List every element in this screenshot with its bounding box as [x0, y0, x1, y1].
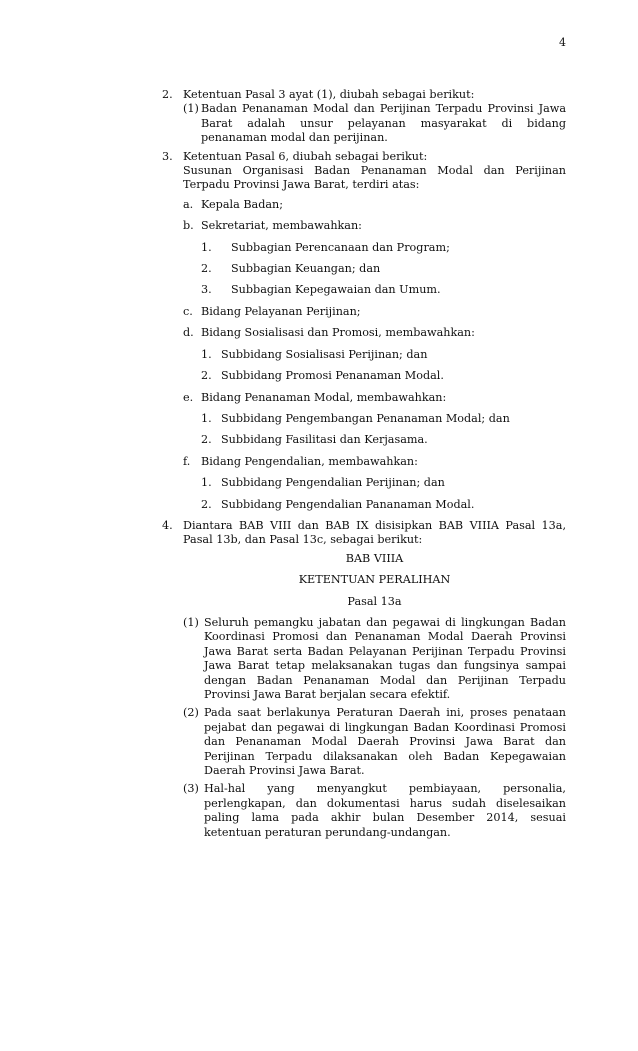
list-text: Subbagian Kepegawaian dan Umum.	[231, 283, 441, 297]
list-text: Kepala Badan;	[201, 197, 284, 211]
list-letter: b.	[183, 219, 194, 233]
item-text: Ketentuan Pasal 3 ayat (1), diubah sebagai berikut:	[183, 88, 475, 101]
article-paragraph-2	[183, 706, 566, 778]
article-paragraph-3	[183, 782, 566, 840]
list-text: Subbagian Perencanaan dan Program;	[231, 240, 450, 254]
list-text: Subbagian Keuangan; dan	[231, 262, 381, 276]
list-item-d-1	[201, 348, 566, 362]
list-item-f-2	[201, 498, 566, 512]
list-letter: d.	[183, 326, 194, 340]
list-item-c	[183, 305, 566, 319]
list-text: Subbidang Promosi Penanaman Modal.	[221, 369, 444, 383]
list-text: Subbidang Sosialisasi Perijinan; dan	[221, 347, 428, 361]
list-item-b	[183, 219, 566, 233]
paragraph-number: (2)	[183, 706, 199, 720]
paragraph-number: (3)	[183, 782, 199, 796]
item-number: 3.	[162, 149, 173, 163]
paragraph-text: Hal-hal yang menyangkut pembiayaan, personalia, perlengkapan, dan dokumentasi harus sudah diselesaikan paling lama pada akhir bulan Desember 2014, sesuai ketentuan peraturan perundang-undangan.	[204, 782, 566, 839]
list-letter: f.	[183, 454, 191, 468]
item-text: Ketentuan Pasal 6, diubah sebagai berikut:	[183, 149, 428, 163]
list-item-a	[183, 198, 566, 212]
list-letter: c.	[183, 304, 193, 318]
article-title: Pasal 13a	[347, 594, 402, 608]
list-number: 2.	[201, 369, 212, 383]
list-number: 1.	[201, 347, 212, 361]
list-item-e-1	[201, 412, 566, 426]
item-intro: Susunan Organisasi Badan Penanaman Modal dan Perijinan Terpadu Provinsi Jawa Barat, terdiri atas:	[183, 164, 566, 192]
item-number: 4.	[162, 518, 173, 532]
organization-list	[183, 198, 566, 512]
sub-number: (1)	[183, 102, 199, 116]
list-text: Subbidang Fasilitasi dan Kerjasama.	[221, 433, 428, 447]
list-number: 2.	[201, 262, 212, 276]
list-text: Bidang Sosialisasi dan Promosi, membawahkan:	[201, 326, 475, 340]
list-item-f	[183, 455, 566, 469]
amendment-item-2	[162, 88, 566, 146]
list-item-e-2	[201, 433, 566, 447]
list-number: 1.	[201, 240, 212, 254]
list-text: Sekretariat, membawahkan:	[201, 219, 362, 233]
list-text: Subbidang Pengendalian Perijinan; dan	[221, 476, 445, 490]
list-item-b-3	[201, 283, 566, 297]
list-number: 2.	[201, 433, 212, 447]
chapter-title: KETENTUAN PERALIHAN	[298, 573, 451, 587]
paragraph-number: (1)	[183, 615, 199, 629]
list-item-e	[183, 391, 566, 405]
list-number: 1.	[201, 411, 212, 425]
list-number: 1.	[201, 476, 212, 490]
list-text: Bidang Pengendalian, membawahkan:	[201, 454, 418, 468]
sub-text: Badan Penanaman Modal dan Perijinan Terpadu Provinsi Jawa Barat adalah unsur pelayanan masyarakat di bidang penanaman modal dan perijinan.	[201, 102, 566, 145]
list-text: Bidang Penanaman Modal, membawahkan:	[201, 390, 447, 404]
paragraph-text: Seluruh pemangku jabatan dan pegawai di lingkungan Badan Koordinasi Promosi dan Penanaman Modal Daerah Provinsi Jawa Barat serta Badan Pelayanan Perijinan Terpadu Provinsi Jawa Barat tetap melaksanakan tugas dan fungsinya sampai dengan Badan Penanaman Modal dan Perijinan Terpadu Provinsi Jawa Barat berjalan secara efektif.	[204, 615, 566, 701]
chapter-heading	[183, 552, 566, 609]
list-number: 3.	[201, 283, 212, 297]
page-number: 4	[559, 36, 566, 49]
list-number: 2.	[201, 497, 212, 511]
list-text: Subbidang Pengendalian Pananaman Modal.	[221, 497, 475, 511]
list-letter: e.	[183, 390, 194, 404]
list-text: Bidang Pelayanan Perijinan;	[201, 304, 361, 318]
article-paragraph-1	[183, 616, 566, 702]
item-number: 2.	[162, 88, 173, 101]
list-item-b-2	[201, 262, 566, 276]
amendment-item-4	[162, 519, 566, 840]
list-item-b-1	[201, 241, 566, 255]
item-text: Diantara BAB VIII dan BAB IX disisipkan BAB VIIIA Pasal 13a, Pasal 13b, dan Pasal 13c, sebagai berikut:	[183, 518, 566, 547]
sub-paragraph	[183, 102, 566, 145]
list-text: Subbidang Pengembangan Penanaman Modal; dan	[221, 411, 510, 425]
paragraph-text: Pada saat berlakunya Peraturan Daerah ini, proses penataan pejabat dan pegawai di lingkungan Badan Koordinasi Promosi dan Penanaman Modal Daerah Provinsi Jawa Barat dan Perijinan Terpadu dilaksanakan oleh Badan Kepegawaian Daerah Provinsi Jawa Barat.	[204, 706, 566, 778]
amendment-item-3	[162, 150, 566, 512]
chapter-number: BAB VIIIA	[345, 551, 404, 565]
article-paragraphs	[183, 616, 566, 840]
list-item-d	[183, 326, 566, 340]
list-item-d-2	[201, 369, 566, 383]
document-body	[162, 88, 566, 844]
list-item-f-1	[201, 476, 566, 490]
list-letter: a.	[183, 197, 194, 211]
